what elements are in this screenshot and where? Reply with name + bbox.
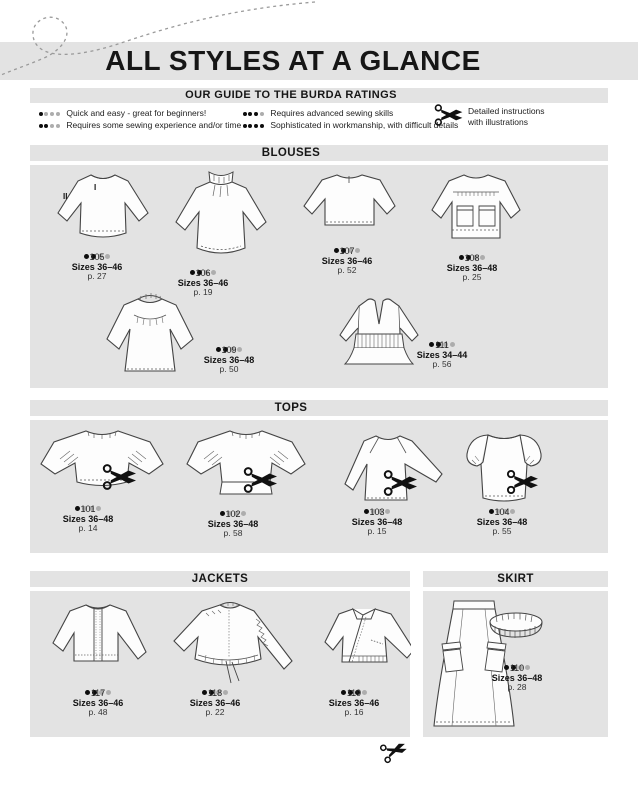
pattern-page: p. 56 <box>432 359 452 370</box>
pattern-number: 105 <box>89 252 105 262</box>
pattern-sizes: Sizes 34–44 <box>416 349 468 360</box>
pattern-info-105 <box>57 246 137 282</box>
pattern-sizes: Sizes 36–48 <box>207 518 259 529</box>
pattern-page: p. 52 <box>337 265 357 276</box>
legend-label: Requires advanced sewing skills <box>270 108 394 118</box>
section-title-skirt: SKIRT <box>423 571 608 587</box>
scissors-legend-line2: with illustrations <box>468 117 528 127</box>
pattern-info-110 <box>477 657 557 693</box>
pattern-sizes: Sizes 36–46 <box>328 697 380 708</box>
scissors-legend-label <box>468 106 545 128</box>
pattern-number: 108 <box>464 253 480 263</box>
pattern-sizes: Sizes 36–48 <box>476 516 528 527</box>
pattern-number: 106 <box>195 268 211 278</box>
pattern-number: 104 <box>494 507 510 517</box>
pattern-number: 118 <box>207 688 223 698</box>
rating-dots <box>242 119 268 131</box>
pattern-page: p. 28 <box>507 682 527 693</box>
variant-label-1: I <box>94 183 97 192</box>
legend-column-1 <box>38 107 241 131</box>
pattern-number: 102 <box>225 509 241 519</box>
section-title-jackets: JACKETS <box>30 571 410 587</box>
garment-119-illustration <box>315 600 411 680</box>
scissors-icon <box>434 102 464 128</box>
pattern-sizes: Sizes 36–48 <box>203 354 255 365</box>
pattern-number: 110 <box>509 663 525 673</box>
pattern-page: p. 19 <box>193 287 213 298</box>
pattern-info-109 <box>189 339 269 375</box>
pattern-info-102 <box>193 503 273 539</box>
scissors-legend-line1: Detailed instructions <box>468 106 545 116</box>
pattern-info-118 <box>175 682 255 718</box>
pattern-page: p. 14 <box>78 523 98 534</box>
rating-dots <box>242 107 268 119</box>
legend-label: Quick and easy - great for beginners! <box>66 108 207 118</box>
pattern-number: 117 <box>90 688 106 698</box>
garment-106-illustration <box>163 170 281 260</box>
scissors-icon <box>383 468 419 498</box>
pattern-info-103 <box>337 501 417 537</box>
legend-item <box>38 107 241 119</box>
garment-107-illustration <box>293 168 406 234</box>
pattern-sizes: Sizes 36–46 <box>72 697 124 708</box>
rating-dots <box>38 119 64 131</box>
variant-label-2: II <box>63 192 68 201</box>
pattern-page: p. 27 <box>87 271 107 282</box>
pattern-info-117 <box>58 682 138 718</box>
pattern-number: 103 <box>369 507 385 517</box>
garment-117-illustration <box>42 597 154 677</box>
scissors-icon <box>243 465 279 495</box>
pattern-page: p. 15 <box>367 526 387 537</box>
scissors-icon <box>506 468 540 496</box>
scissors-icon <box>102 462 138 492</box>
legend-column-2 <box>242 107 458 131</box>
pattern-page: p. 50 <box>219 364 239 375</box>
pattern-sizes: Sizes 36–46 <box>177 277 229 288</box>
section-title-blouses: BLOUSES <box>30 145 608 161</box>
garment-118-illustration <box>158 597 300 692</box>
pattern-number: 111 <box>435 340 449 350</box>
pattern-sizes: Sizes 36–48 <box>491 672 543 683</box>
pattern-sizes: Sizes 36–48 <box>62 513 114 524</box>
legend-item <box>38 119 241 131</box>
pattern-info-108 <box>432 247 512 283</box>
pattern-sizes: Sizes 36–46 <box>71 261 123 272</box>
pattern-sizes: Sizes 36–46 <box>321 255 373 266</box>
section-title-tops: TOPS <box>30 400 608 416</box>
pattern-info-119 <box>314 682 394 718</box>
pattern-number: 107 <box>339 246 355 256</box>
pattern-page: p. 22 <box>205 707 225 718</box>
scissors-icon <box>378 735 411 766</box>
pattern-page: p. 25 <box>462 272 482 283</box>
legend-label: Requires some sewing experience and/or time <box>66 120 242 130</box>
pattern-sizes: Sizes 36–48 <box>351 516 403 527</box>
pattern-page: p. 48 <box>88 707 108 718</box>
rating-dots <box>38 107 64 119</box>
pattern-sizes: Sizes 36–48 <box>446 262 498 273</box>
pattern-page: p. 16 <box>344 707 364 718</box>
pattern-number: 109 <box>221 345 237 355</box>
pattern-info-104 <box>462 501 542 537</box>
pattern-info-111 <box>402 334 482 370</box>
garment-105-illustration <box>47 167 159 243</box>
ratings-guide-title: OUR GUIDE TO THE BURDA RATINGS <box>30 88 608 103</box>
pattern-number: 101 <box>80 504 96 514</box>
page-title: ALL STYLES AT A GLANCE <box>0 42 638 80</box>
pattern-info-107 <box>307 240 387 276</box>
garment-108-illustration <box>420 168 532 246</box>
pattern-page: p. 58 <box>223 528 243 539</box>
legend-item <box>242 107 458 119</box>
pattern-sizes: Sizes 36–46 <box>189 697 241 708</box>
pattern-number: 119 <box>346 688 362 698</box>
pattern-page: p. 55 <box>492 526 512 537</box>
pattern-info-101 <box>48 498 128 534</box>
belt-110-illustration <box>487 610 545 642</box>
legend-item <box>242 119 458 131</box>
legend-label: Sophisticated in workmanship, with difficult details <box>270 120 459 130</box>
